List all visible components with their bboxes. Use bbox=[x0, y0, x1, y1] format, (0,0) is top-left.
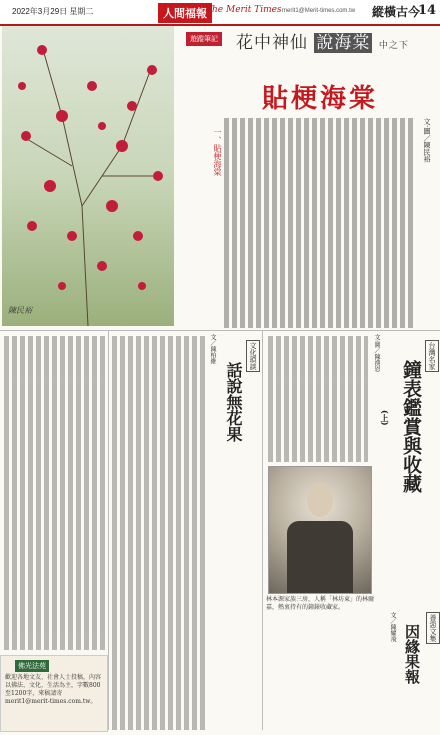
article-title: 貼梗海棠 bbox=[262, 84, 379, 114]
divider bbox=[108, 330, 109, 730]
flowering-quince-photo bbox=[2, 26, 174, 326]
newspaper-logo: 人間福報 bbox=[158, 3, 212, 23]
article-author: 文／陳柏維 bbox=[209, 334, 216, 364]
divider bbox=[262, 330, 263, 730]
photo-credit: 陳民裕 bbox=[8, 306, 32, 315]
quince-blossoms-illustration bbox=[2, 26, 174, 326]
portrait-body bbox=[287, 521, 353, 593]
section-label: 善惡文集 bbox=[426, 612, 440, 644]
portrait-photo bbox=[268, 466, 372, 594]
notice-box bbox=[0, 655, 108, 732]
notice-text: 歡迎各地文友、社會人士投稿，內容以佛法、文化、生活為主，字數800至1200字，來稿請寄merit1@merit-times.com.tw。 bbox=[5, 674, 102, 705]
divider bbox=[0, 330, 440, 331]
body-text-block bbox=[4, 336, 106, 650]
article-author: 文‧圖／陳民裕 bbox=[423, 118, 431, 163]
notice-label: 佛光法苑 bbox=[15, 660, 49, 672]
page-number: 14 bbox=[418, 3, 437, 18]
section-label: 台灣名家 bbox=[425, 340, 439, 372]
series-heading bbox=[236, 28, 409, 53]
page-header bbox=[0, 0, 440, 26]
column-tag: 遊蹤筆記 bbox=[186, 32, 222, 46]
newspaper-logo-english: The Merit Times bbox=[206, 5, 282, 15]
contact-email: merit1@Merit-times.com.tw bbox=[282, 8, 356, 14]
body-text-block bbox=[112, 336, 208, 730]
photo-caption: 林本源家族三房，人稱「林坊東」的林爾嘉，熱衷持有的鐘錶收藏家。 bbox=[266, 596, 375, 611]
article-title: 因緣果報 bbox=[403, 624, 421, 684]
article-subheading: 一、貼梗海棠 bbox=[213, 128, 222, 176]
body-text-block bbox=[180, 118, 210, 328]
series-title-b: 說海棠 bbox=[316, 33, 371, 53]
issue-date: 2022年3月29日 星期二 bbox=[12, 7, 94, 16]
article-author: 文‧圖／陳漢恩 bbox=[373, 334, 380, 372]
body-text-block bbox=[224, 118, 414, 328]
series-part: 中之下 bbox=[378, 41, 409, 51]
portrait-head bbox=[307, 483, 333, 517]
series-title-a: 花中神仙 bbox=[236, 33, 308, 53]
section-title: 縱橫古今 bbox=[372, 5, 421, 19]
article-author: 文／陳耀飛 bbox=[389, 612, 396, 642]
article-title: 話說無花果 bbox=[224, 362, 243, 442]
body-text-block bbox=[268, 336, 368, 462]
article-title: 鐘表鑑賞與收藏 bbox=[400, 360, 422, 493]
section-label: 文化瑣談 bbox=[246, 340, 260, 372]
article-part: (上) bbox=[380, 410, 390, 426]
